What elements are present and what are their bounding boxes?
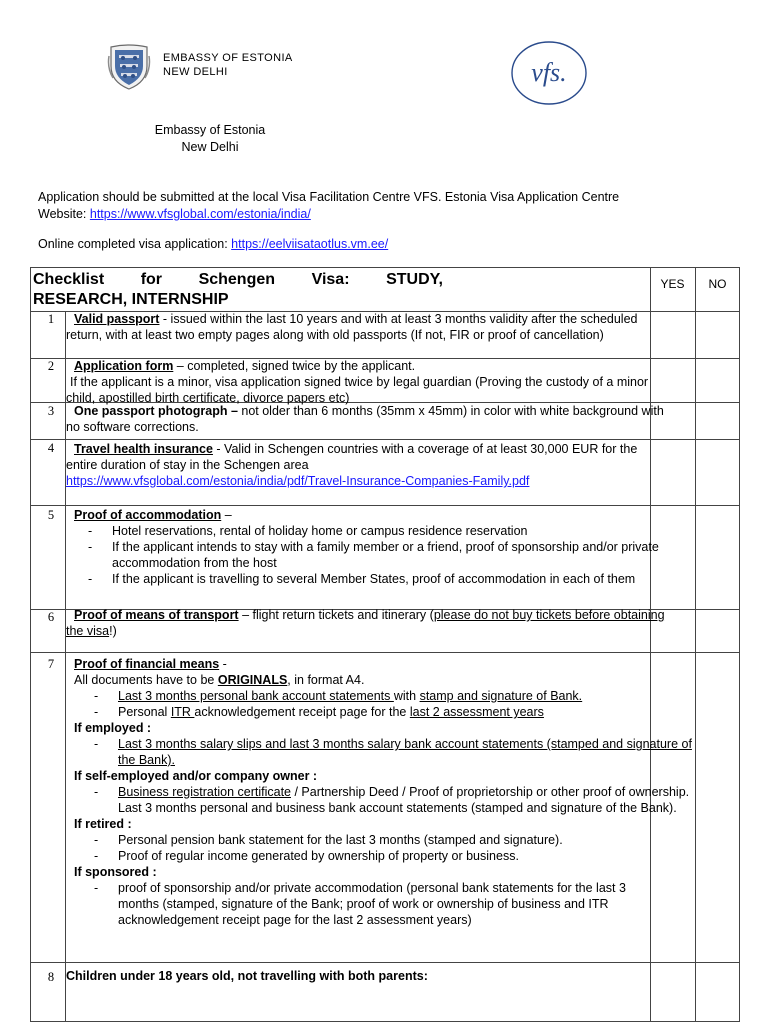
item-heading: Valid passport <box>74 312 160 326</box>
list-item-text: If the applicant is travelling to several Member States, proof of accommodation in each of them <box>112 572 636 586</box>
checklist-table <box>30 267 740 1022</box>
row-number: 8 <box>47 970 55 984</box>
retired-heading: If retired : <box>74 817 132 831</box>
item-heading: One passport photograph – <box>74 404 238 418</box>
checklist-title <box>33 270 643 310</box>
list-item-text: acknowledgement receipt page for the <box>194 705 410 719</box>
embassy-logo-line1: EMBASSY OF ESTONIA <box>163 52 293 64</box>
item-text: not older than 6 months (35mm x 45mm) in color with white background with no software corrections. <box>66 404 664 434</box>
checklist-title-word: Schengen <box>198 271 276 288</box>
embassy-title-block <box>110 122 310 156</box>
checklist-item-passport-photograph <box>66 403 666 435</box>
list-item-text: with <box>393 689 420 703</box>
list-item: - Business registration certificate / Partnership Deed / Proof of proprietorship or other proof of ownership. Last 3 months personal and business bank account statements (stamped and signature of the Bank). <box>94 785 690 815</box>
item-heading: Proof of accommodation <box>74 508 222 522</box>
row-divider <box>30 652 740 653</box>
list-item: - Last 3 months personal bank account statements with stamp and signature of Bank. <box>94 689 583 703</box>
checklist-title-word: Visa: <box>311 271 350 288</box>
list-item-text: Business registration certificate <box>118 785 291 799</box>
list-item-text: Last 3 months salary slips and last 3 months salary bank account statements (stamped and signature of the Bank). <box>118 737 692 767</box>
row-number: 6 <box>47 610 55 624</box>
item-heading: Travel health insurance <box>74 442 213 456</box>
list-item-text: ITR <box>170 705 195 719</box>
checklist-title-word: STUDY, <box>386 271 443 288</box>
embassy-logo <box>107 44 307 92</box>
online-application-line <box>38 236 738 253</box>
list-item-text: Proof of regular income generated by ownership of property or business. <box>118 849 519 863</box>
list-item-text: Personal <box>118 705 171 719</box>
checklist-item-application-form <box>66 358 666 406</box>
intro-paragraph <box>38 189 738 223</box>
item-heading: Proof of financial means <box>74 657 220 671</box>
online-application-link[interactable]: https://eelviisataotlus.vm.ee/ <box>231 237 389 251</box>
checklist-item-proof-of-financial-means <box>66 656 711 928</box>
list-item-text: stamp and signature of Bank. <box>419 689 583 703</box>
row-number: 1 <box>47 312 55 326</box>
table-border-right <box>739 267 740 1022</box>
estonia-coat-of-arms-icon <box>107 44 151 90</box>
list-item: - Personal pension bank statement for the last 3 months (stamped and signature). <box>94 833 563 847</box>
vfs-logo-text: vfs. <box>531 58 567 87</box>
self-employed-heading: If self-employed and/or company owner : <box>74 769 318 783</box>
item-text: - <box>219 657 227 671</box>
row-number: 4 <box>47 441 55 455</box>
row-divider <box>30 505 740 506</box>
embassy-title-line1: Embassy of Estonia <box>154 123 266 137</box>
checklist-item-proof-of-accommodation <box>66 507 666 587</box>
sponsored-heading: If sponsored : <box>74 865 157 879</box>
originals-text: All documents have to be <box>74 673 218 687</box>
checklist-item-children-under-18 <box>66 968 666 984</box>
item-text: – <box>221 508 232 522</box>
employed-heading: If employed : <box>74 721 152 735</box>
list-item: - If the applicant intends to stay with a family member or a friend, proof of sponsorship and/or private accommodation from the host <box>88 540 659 570</box>
item-text-end: !) <box>109 624 117 638</box>
item-heading: Proof of means of transport <box>74 608 239 622</box>
online-label: Online completed visa application: <box>38 237 232 251</box>
vfs-website-link[interactable]: https://www.vfsglobal.com/estonia/india/ <box>89 207 311 221</box>
embassy-logo-line2: NEW DELHI <box>163 66 228 78</box>
row-divider <box>30 439 740 440</box>
checklist-item-travel-health-insurance <box>66 441 666 489</box>
list-item-text: / Partnership Deed / Proof of proprietorship or other proof of ownership. Last 3 months personal and business bank account statements (stamped and signature of the Bank). <box>118 785 690 815</box>
list-item-text: Personal pension bank statement for the last 3 months (stamped and signature). <box>118 833 563 847</box>
list-item-text: If the applicant intends to stay with a family member or a friend, proof of sponsorship and/or private accommodation from the host <box>112 540 659 570</box>
website-label: Website: <box>38 207 90 221</box>
table-border-left <box>30 267 31 1022</box>
item-text: - issued within the last 10 years and with at least 3 months validity after the scheduled return, with at least two empty pages along with old passports (If not, FIR or proof of cancellation) <box>66 312 638 342</box>
item-text: – completed, signed twice by the applicant. <box>173 359 416 373</box>
checklist-title-word: for <box>140 271 163 288</box>
row-number: 7 <box>47 657 55 671</box>
list-item: - Hotel reservations, rental of holiday home or campus residence reservation <box>88 524 528 538</box>
table-border-top <box>30 267 740 268</box>
checklist-title-word: Checklist <box>33 271 105 288</box>
checklist-item-valid-passport <box>66 311 666 343</box>
list-item: - proof of sponsorship and/or private accommodation (personal bank statements for the last 3 months (stamped, signature of the Bank; proof of work or ownership of business and ITR acknowledgement receipt page for the last 2 assessment years) <box>94 881 626 927</box>
list-item: - Last 3 months salary slips and last 3 months salary bank account statements (stamped and signature of the Bank). <box>94 737 692 767</box>
checklist-title-line2: RESEARCH, INTERNSHIP <box>33 291 229 308</box>
row-number: 5 <box>47 508 55 522</box>
item-text: - Valid in Schengen countries with a coverage of at least 30,000 EUR for the entire duration of stay in the Schengen area <box>66 442 638 472</box>
list-item-text: Hotel reservations, rental of holiday home or campus residence reservation <box>112 524 528 538</box>
table-border-bottom <box>30 1021 740 1022</box>
list-item: - Proof of regular income generated by ownership of property or business. <box>94 849 519 863</box>
intro-text: Application should be submitted at the local Visa Facilitation Centre VFS. Estonia Visa Application Centre <box>38 190 620 204</box>
row-number: 2 <box>47 359 55 373</box>
originals-text-end: , in format A4. <box>287 673 365 687</box>
item-text-minor: If the applicant is a minor, visa application signed twice by legal guardian (Proving the custody of a minor child, apostilled birth certificate, divorce papers etc) <box>66 375 649 405</box>
row-number: 3 <box>47 404 55 418</box>
column-header-no: NO <box>708 277 727 291</box>
item-heading: Application form <box>74 359 174 373</box>
column-header-yes: YES <box>660 277 685 291</box>
item-text: – flight return tickets and itinerary ( <box>238 608 434 622</box>
embassy-title-line2: New Delhi <box>181 140 239 154</box>
originals-word: ORIGINALS <box>217 673 288 687</box>
list-item-text: Last 3 months personal bank account statements <box>118 689 394 703</box>
item-heading: Children under 18 years old, not travelling with both parents: <box>66 969 428 983</box>
list-item: - Personal ITR acknowledgement receipt page for the last 2 assessment years <box>94 705 544 719</box>
travel-insurance-companies-link[interactable]: https://www.vfsglobal.com/estonia/india/pdf/Travel-Insurance-Companies-Family.pdf <box>66 474 530 488</box>
list-item-text: proof of sponsorship and/or private accommodation (personal bank statements for the last 3 months (stamped, signature of the Bank; proof of work or ownership of business and ITR acknowledgement receipt page for the last 2 assessment years) <box>118 881 626 927</box>
vfs-global-logo <box>508 37 590 109</box>
row-divider <box>30 962 740 963</box>
list-item: - If the applicant is travelling to several Member States, proof of accommodation in each of them <box>88 572 636 586</box>
checklist-item-proof-of-transport <box>66 607 666 639</box>
list-item-text: last 2 assessment years <box>409 705 544 719</box>
ticket-warning: please do not buy tickets before obtaining the visa <box>66 608 665 638</box>
